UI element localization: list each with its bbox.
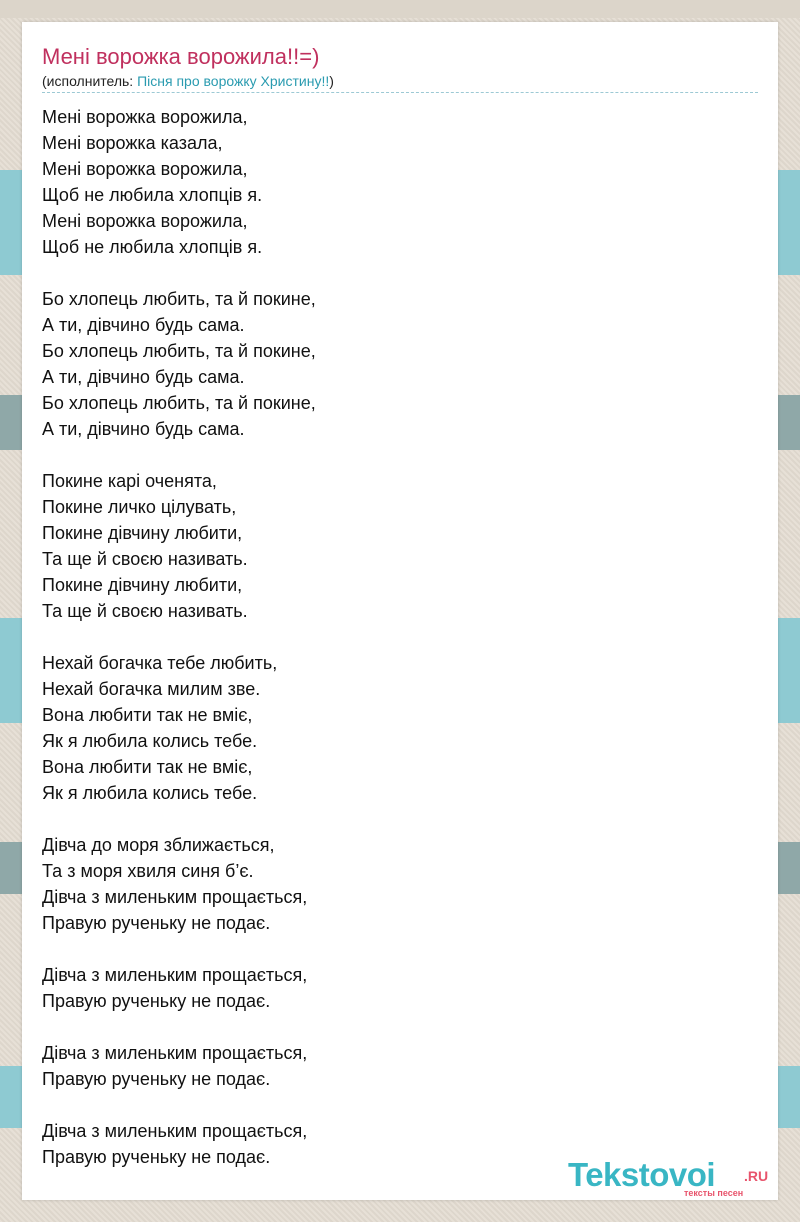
stanza: [42, 104, 316, 260]
lyric-line: Покине карі оченята,: [42, 471, 217, 491]
lyric-line: Правую рученьку не подає.: [42, 1147, 271, 1167]
lyric-line: Покине личко цілувать,: [42, 497, 237, 517]
lyric-line: Бо хлопець любить, та й покине,: [42, 393, 316, 413]
song-title: Мені ворожка ворожила!!=): [42, 44, 320, 69]
lyric-line: Мені ворожка казала,: [42, 133, 223, 153]
lyric-line: Правую рученьку не подає.: [42, 991, 271, 1011]
lyric-line: Як я любила колись тебе.: [42, 731, 258, 751]
stanza-gap: [42, 624, 316, 650]
lyric-line: Дівча з миленьким прощається,: [42, 1043, 308, 1063]
lyric-line: Нехай богачка милим зве.: [42, 679, 261, 699]
lyric-line: Як я любила колись тебе.: [42, 783, 258, 803]
stanza-gap: [42, 1092, 316, 1118]
stanza: [42, 468, 316, 624]
background-stripe: [0, 0, 800, 18]
lyric-line: Дівча з миленьким прощається,: [42, 1121, 308, 1141]
lyric-line: Щоб не любила хлопців я.: [42, 185, 263, 205]
stanza: [42, 962, 316, 1014]
artist-link[interactable]: Пісня про ворожку Христину!!: [137, 73, 330, 89]
stanza-gap: [42, 442, 316, 468]
lyric-line: А ти, дівчино будь сама.: [42, 419, 245, 439]
logo-wordmark: Tekstovoi: [568, 1156, 716, 1193]
stanza: [42, 1040, 316, 1092]
stanza: [42, 650, 316, 806]
lyric-line: Покине дівчину любити,: [42, 523, 243, 543]
lyric-line: Дівча до моря зближається,: [42, 835, 275, 855]
stanza-gap: [42, 260, 316, 286]
stanza: [42, 286, 316, 442]
lyrics-text: [42, 104, 316, 1170]
lyric-line: А ти, дівчино будь сама.: [42, 367, 245, 387]
logo-subtitle: тексты песен: [684, 1188, 744, 1198]
stanza: [42, 832, 316, 936]
lyric-line: Правую рученьку не подає.: [42, 1069, 271, 1089]
lyric-line: Правую рученьку не подає.: [42, 913, 271, 933]
lyric-line: Дівча з миленьким прощається,: [42, 965, 308, 985]
lyric-line: Нехай богачка тебе любить,: [42, 653, 278, 673]
lyric-line: Мені ворожка ворожила,: [42, 159, 248, 179]
stanza-gap: [42, 806, 316, 832]
lyric-line: Мені ворожка ворожила,: [42, 107, 248, 127]
lyric-line: Покине дівчину любити,: [42, 575, 243, 595]
logo-tld: .RU: [744, 1168, 769, 1184]
artist-prefix: (исполнитель:: [42, 73, 138, 89]
artist-line: [42, 73, 334, 89]
divider: [42, 92, 758, 93]
lyric-line: Вона любити так не вміє,: [42, 757, 253, 777]
lyric-line: Бо хлопець любить, та й покине,: [42, 289, 316, 309]
lyrics-card: [22, 22, 778, 1200]
lyric-line: Дівча з миленьким прощається,: [42, 887, 308, 907]
artist-suffix: ): [329, 73, 334, 89]
lyric-line: Мені ворожка ворожила,: [42, 211, 248, 231]
lyric-line: Вона любити так не вміє,: [42, 705, 253, 725]
lyric-line: Бо хлопець любить, та й покине,: [42, 341, 316, 361]
site-logo[interactable]: [568, 1157, 778, 1199]
stanza: [42, 1118, 316, 1170]
lyric-line: Та з моря хвиля синя б’є.: [42, 861, 254, 881]
lyric-line: Та ще й своєю називать.: [42, 601, 248, 621]
lyric-line: Щоб не любила хлопців я.: [42, 237, 263, 257]
stanza-gap: [42, 1014, 316, 1040]
lyric-line: А ти, дівчино будь сама.: [42, 315, 245, 335]
stanza-gap: [42, 936, 316, 962]
lyric-line: Та ще й своєю називать.: [42, 549, 248, 569]
